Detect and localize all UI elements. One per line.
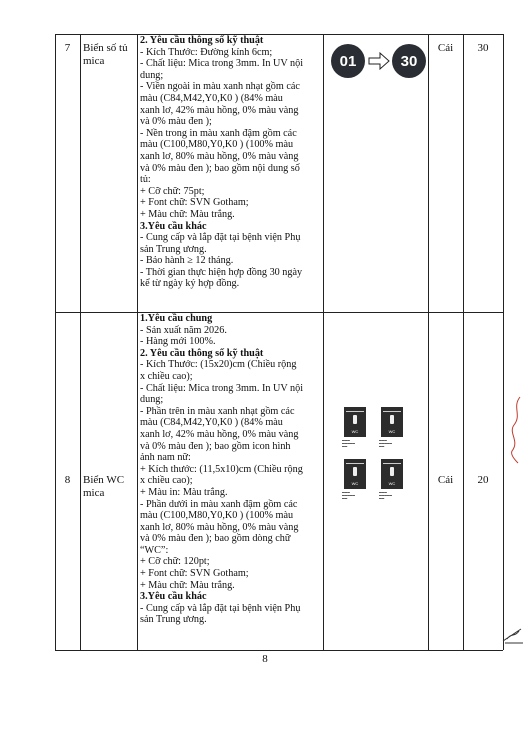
table-bottom-border — [55, 650, 503, 651]
col-border-qty — [463, 34, 464, 650]
sign-caption: ▬▬▬ ▬▬▬▬▬ ▬▬ — [342, 491, 355, 500]
requirement-line: và 0% màu đen ); bao gồm nội dung số — [140, 162, 300, 174]
col-border-unit — [428, 34, 429, 650]
section-heading: 3.Yêu cầu khác — [140, 591, 207, 603]
male-figure-icon — [353, 415, 357, 424]
wc-sign-female-2 — [381, 459, 403, 489]
wc-sign-male — [344, 407, 366, 437]
wc-sign-text: WC — [351, 481, 359, 486]
requirement-line: - Nền trong in màu xanh đậm gồm các — [140, 127, 297, 139]
requirement-line: - Chất liệu: Mica trong 3mm. In UV nội — [140, 382, 304, 394]
requirement-line: + Màu chữ: Màu trắng. — [140, 208, 235, 220]
item-name-line: Biển số tủ — [83, 42, 128, 54]
row-number: 7 — [64, 42, 71, 54]
margin-signature-image — [504, 395, 526, 465]
requirement-line: “WC”: — [140, 544, 169, 556]
requirement-line: dung; — [140, 394, 164, 406]
wc-sign-text: WC — [388, 429, 396, 434]
female-figure-icon — [390, 415, 394, 424]
requirement-line: và 0% màu đen ); bao gồm dòng chữ — [140, 533, 291, 545]
requirement-line: - Phần dưới in màu xanh đậm gồm các — [140, 498, 298, 510]
requirement-line: - Thời gian thực hiện hợp đồng 30 ngày — [140, 266, 303, 278]
requirement-line: màu (C100,M80,Y0,K0 ) (100% màu — [140, 139, 294, 151]
sign-caption: ▬▬▬ ▬▬▬▬▬ ▬▬ — [342, 439, 355, 448]
requirement-line: - Viền ngoài in màu xanh nhạt gồm các — [140, 81, 300, 93]
item-name-line: mica — [83, 55, 105, 67]
requirement-line: - Bảo hành ≥ 12 tháng. — [140, 255, 234, 267]
requirement-line: + Kích thước: (11,5x10)cm (Chiều rộng — [140, 463, 303, 475]
number-circle-start: 01 — [331, 44, 365, 78]
quantity-cell: 30 — [477, 42, 489, 54]
requirement-line: x chiều cao); — [140, 475, 193, 487]
requirement-line: màu (C84,M42,Y0,K0 ) (84% màu — [140, 417, 283, 429]
requirement-line: + Cỡ chữ: 75pt; — [140, 185, 205, 197]
requirement-line: - Cung cấp và lắp đặt tại bệnh viện Phụ — [140, 232, 301, 244]
requirement-line: màu (C100,M80,Y0,K0 ) (100% màu — [140, 510, 294, 522]
requirement-line: + Màu in: Màu trắng. — [140, 486, 228, 498]
requirement-line: và 0% màu đen ); — [140, 116, 212, 128]
wc-sign-female — [381, 407, 403, 437]
wc-sign-text: WC — [388, 481, 396, 486]
col-border-name — [80, 34, 81, 650]
requirement-line: kể từ ngày ký hợp đồng. — [140, 278, 240, 290]
requirement-line: xanh lơ, 80% màu hồng, 0% màu vàng — [140, 150, 299, 162]
col-border-image — [323, 34, 324, 650]
item-name-line: Biển WC — [83, 474, 125, 486]
unit-cell: Cái — [437, 42, 454, 54]
requirement-line: - Kích Thước: Đường kính 6cm; — [140, 46, 273, 58]
requirement-line: ảnh nam nữ: — [140, 452, 191, 464]
col-border-left — [55, 34, 56, 650]
male-figure-icon — [353, 467, 357, 476]
section-heading: 2. Yêu cầu thông số kỹ thuật — [140, 347, 264, 359]
unit-cell: Cái — [437, 474, 454, 486]
requirement-line: xanh lơ, 42% màu hồng, 0% màu vàng — [140, 428, 299, 440]
page-number: 8 — [262, 653, 268, 665]
arrow-right-icon — [368, 52, 390, 70]
requirement-line: - Phần trên in màu xanh nhạt gồm các — [140, 405, 295, 417]
requirement-line: - Cung cấp và lắp đặt tại bệnh viện Phụ — [140, 602, 301, 614]
sign-caption: ▬▬▬ ▬▬▬▬▬ ▬▬ — [379, 491, 392, 500]
number-circle-end: 30 — [392, 44, 426, 78]
requirements-text — [137, 35, 323, 290]
sign-caption: ▬▬▬ ▬▬▬▬▬ ▬▬ — [379, 439, 392, 448]
item-name-line: mica — [83, 487, 105, 499]
requirement-line: - Kích Thước: (15x20)cm (Chiều rộng — [140, 359, 297, 371]
requirement-line: - Chất liệu: Mica trong 3mm. In UV nội — [140, 58, 304, 70]
item-name — [80, 42, 137, 68]
requirement-line: + Cỡ chữ: 120pt; — [140, 556, 210, 568]
section-heading: 2. Yêu cầu thông số kỹ thuật — [140, 35, 264, 46]
corner-signature-image — [501, 625, 525, 645]
requirement-line: - Sản xuất năm 2026. — [140, 324, 227, 336]
requirement-line: màu (C84,M42,Y0,K0 ) (84% màu — [140, 92, 283, 104]
female-figure-icon — [390, 467, 394, 476]
item-name — [80, 474, 137, 500]
requirement-line: dung; — [140, 69, 164, 81]
section-heading: 3.Yêu cầu khác — [140, 220, 207, 232]
requirement-line: + Màu chữ: Màu trắng. — [140, 579, 235, 591]
requirement-line: x chiều cao); — [140, 370, 193, 382]
section-heading: 1.Yêu cầu chung — [140, 313, 213, 324]
requirement-line: + Font chữ: SVN Gotham; — [140, 197, 249, 209]
wc-sign-text: WC — [351, 429, 359, 434]
requirement-line: + Font chữ: SVN Gotham; — [140, 568, 249, 580]
requirement-line: xanh lơ, 42% màu hồng, 0% màu vàng — [140, 104, 299, 116]
requirement-line: sản Trung ương. — [140, 614, 207, 626]
requirement-line: sản Trung ương. — [140, 243, 207, 255]
requirement-line: và 0% màu đen ); bao gồm icon hình — [140, 440, 291, 452]
requirements-text — [137, 313, 323, 626]
requirement-line: xanh lơ, 80% màu hồng, 0% màu vàng — [140, 521, 299, 533]
row-number: 8 — [64, 474, 71, 486]
requirement-line: tủ: — [140, 174, 151, 186]
requirement-line: - Hàng mới 100%. — [140, 336, 216, 348]
wc-sign-male-2 — [344, 459, 366, 489]
col-border-right — [503, 34, 504, 650]
quantity-cell: 20 — [477, 474, 489, 486]
